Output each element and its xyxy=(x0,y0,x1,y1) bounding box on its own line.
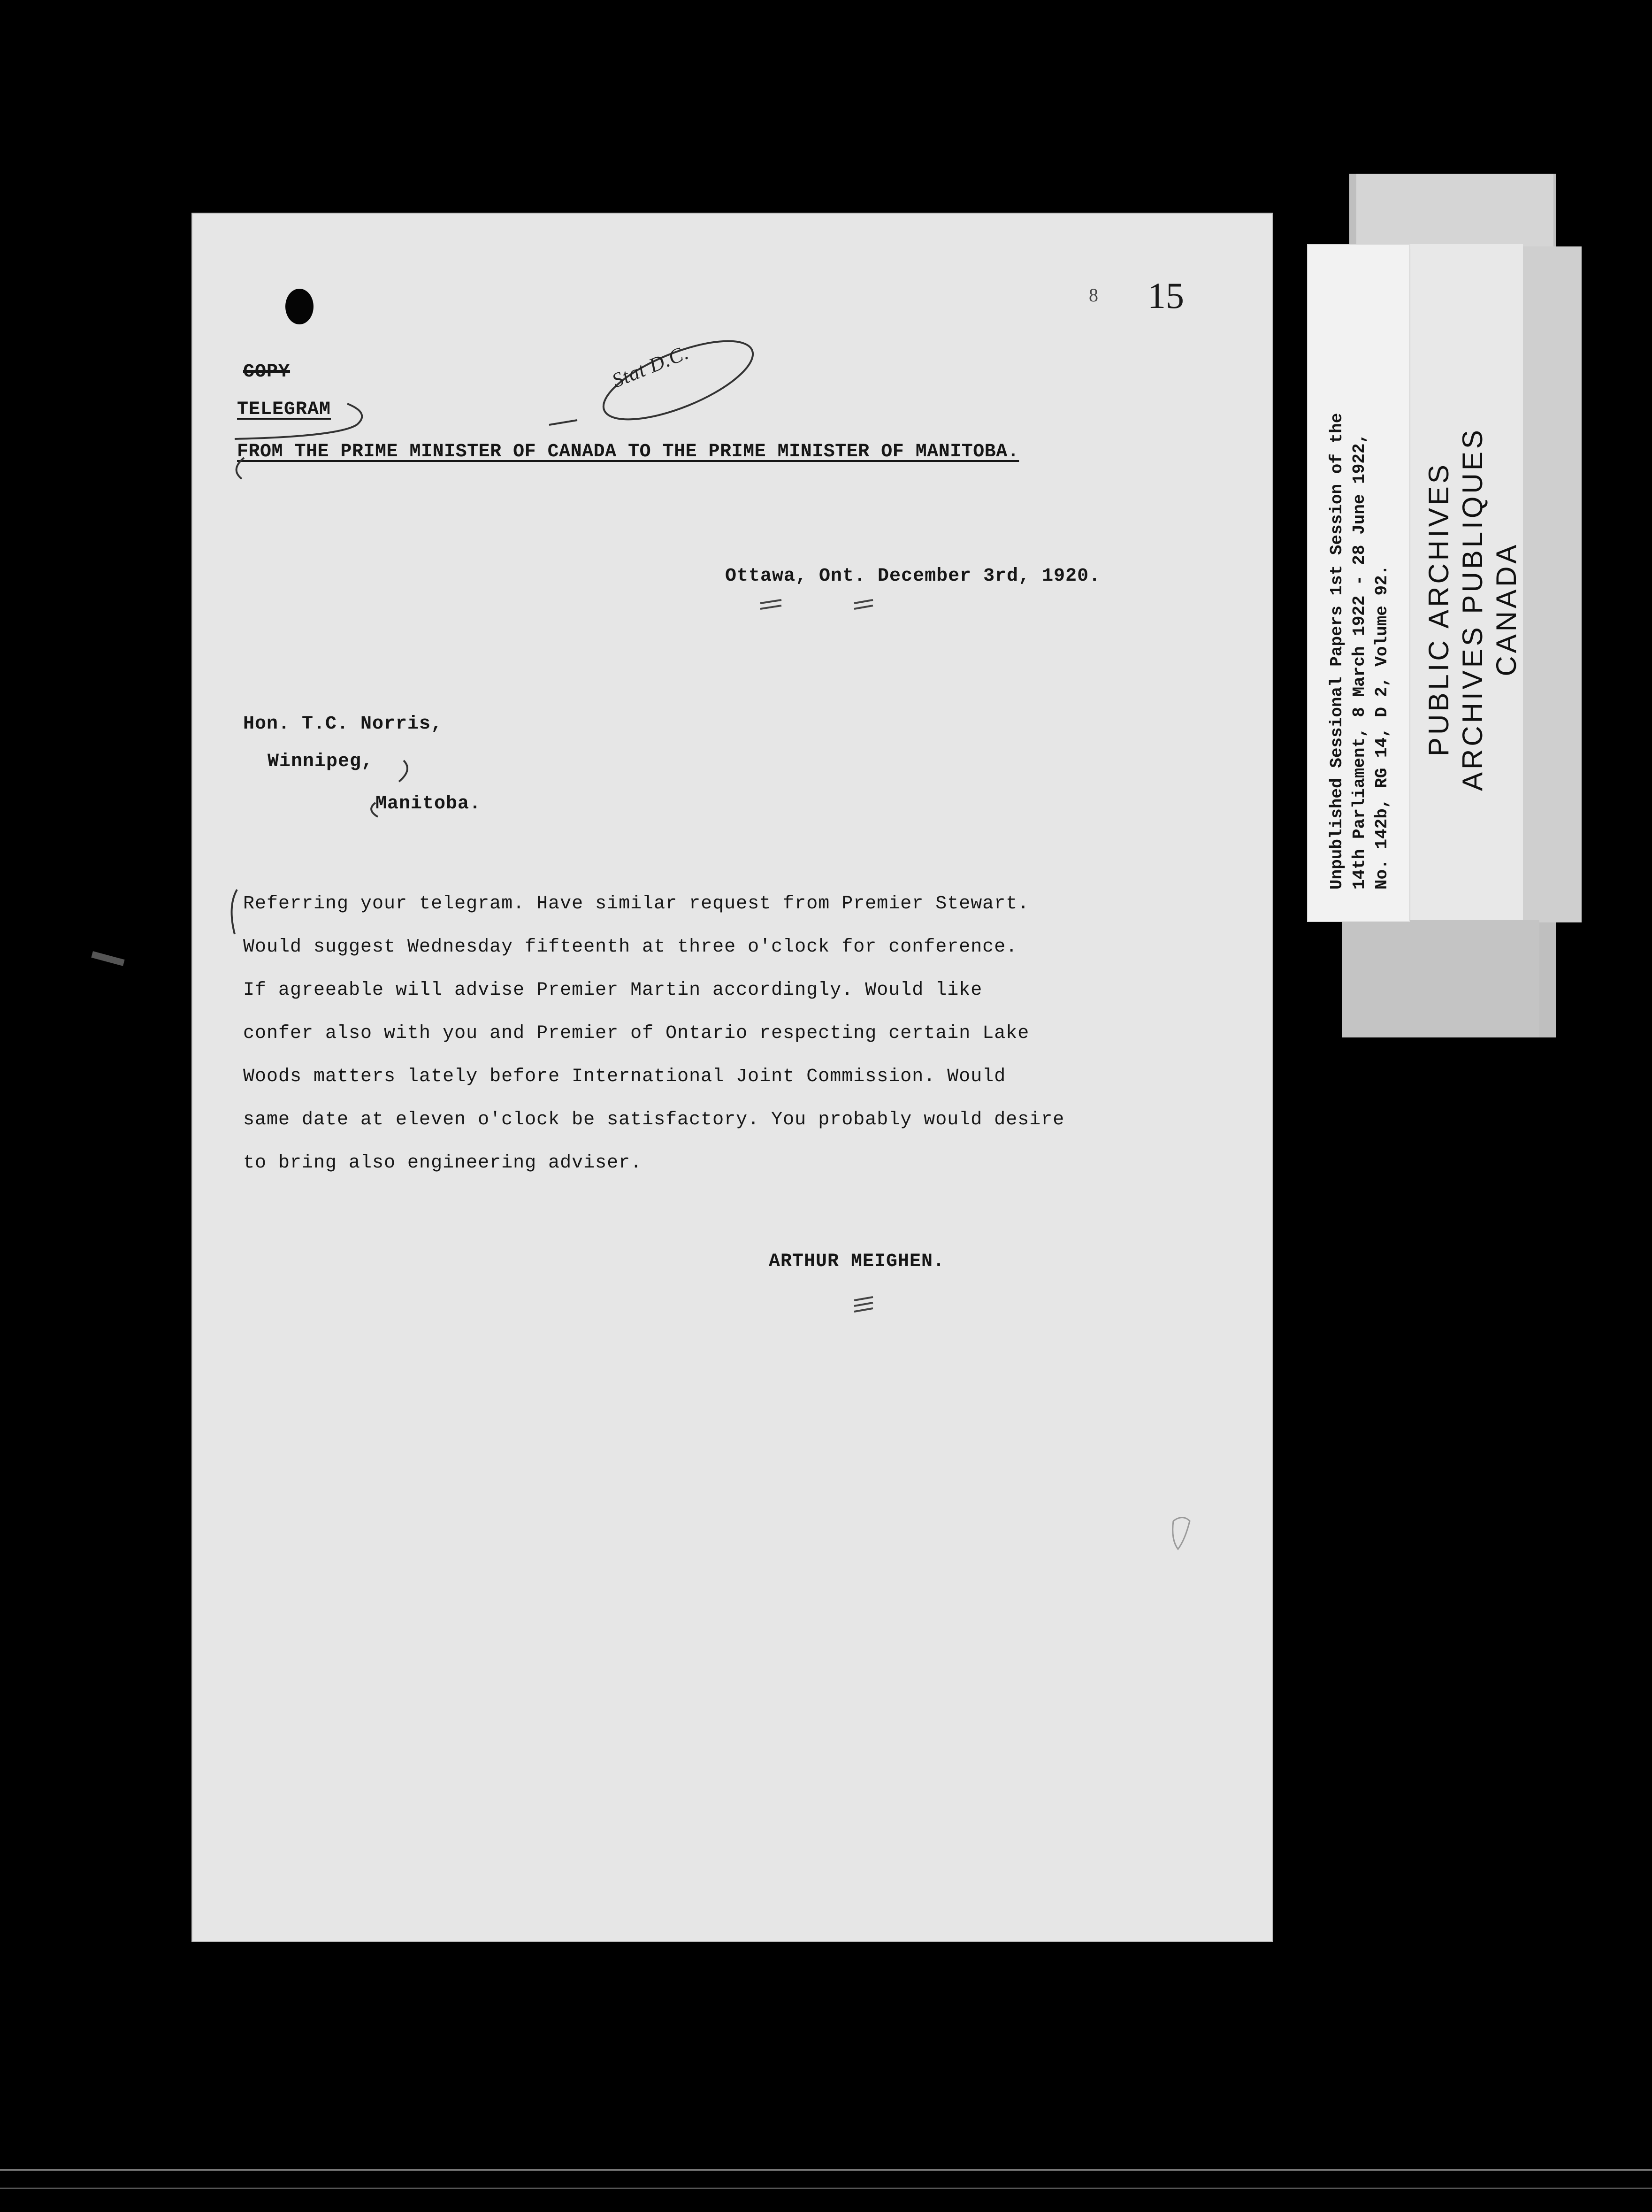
body-line: same date at eleven o'clock be satisfactory. You probably would desire xyxy=(243,1109,1065,1130)
body-line: Woods matters lately before International Joint Commission. Would xyxy=(243,1066,1006,1087)
telegram-body xyxy=(243,883,1064,1185)
address-name: Hon. T.C. Norris, xyxy=(243,714,443,735)
telegram-label: TELEGRAM xyxy=(237,399,331,420)
address-city: Winnipeg, xyxy=(268,751,374,772)
corner-mark: 8 xyxy=(1089,284,1098,306)
label-strip-bottom xyxy=(1342,920,1539,1037)
archive-label-text xyxy=(1326,413,1393,890)
archive-stamp-line-1: PUBLIC ARCHIVES xyxy=(1423,462,1454,756)
body-line: If agreeable will advise Premier Martin accordingly. Would like xyxy=(243,980,983,1001)
label-strip-top xyxy=(1356,174,1553,249)
archive-label-line-2: 14th Parliament, 8 March 1922 - 28 June 1922, xyxy=(1350,433,1369,890)
label-strip-edge xyxy=(1516,246,1582,922)
signature: ARTHUR MEIGHEN. xyxy=(769,1251,945,1272)
dateline: Ottawa, Ont. December 3rd, 1920. xyxy=(725,566,1101,587)
page-number: 15 xyxy=(1147,275,1184,316)
archive-label-line-3: No. 142b, RG 14, D 2, Volume 92. xyxy=(1372,565,1392,890)
handwritten-note: Stat D.C. xyxy=(609,340,692,392)
telegram-heading: FROM THE PRIME MINISTER OF CANADA TO THE PRIME MINISTER OF MANITOBA. xyxy=(237,441,1019,462)
archive-stamp-line-3: CANADA xyxy=(1491,542,1522,676)
body-line: Would suggest Wednesday fifteenth at three o'clock for conference. xyxy=(243,937,1018,958)
body-line: Referring your telegram. Have similar request from Premier Stewart. xyxy=(243,893,1030,914)
archive-stamp-line-2: ARCHIVES PUBLIQUES xyxy=(1457,427,1488,791)
archive-label-line-1: Unpublished Sessional Papers 1st Session of the xyxy=(1327,413,1346,890)
body-line: confer also with you and Premier of Ontario respecting certain Lake xyxy=(243,1023,1030,1044)
archive-stamp-text xyxy=(1422,427,1523,791)
copy-label: COPY xyxy=(243,361,291,383)
address-province: Manitoba. xyxy=(375,793,482,814)
body-line: to bring also engineering adviser. xyxy=(243,1152,642,1174)
punch-hole xyxy=(285,289,314,324)
film-edge-mark xyxy=(91,951,124,966)
film-bottom-rule-2 xyxy=(0,2188,1652,2189)
film-bottom-rule xyxy=(0,2169,1652,2171)
